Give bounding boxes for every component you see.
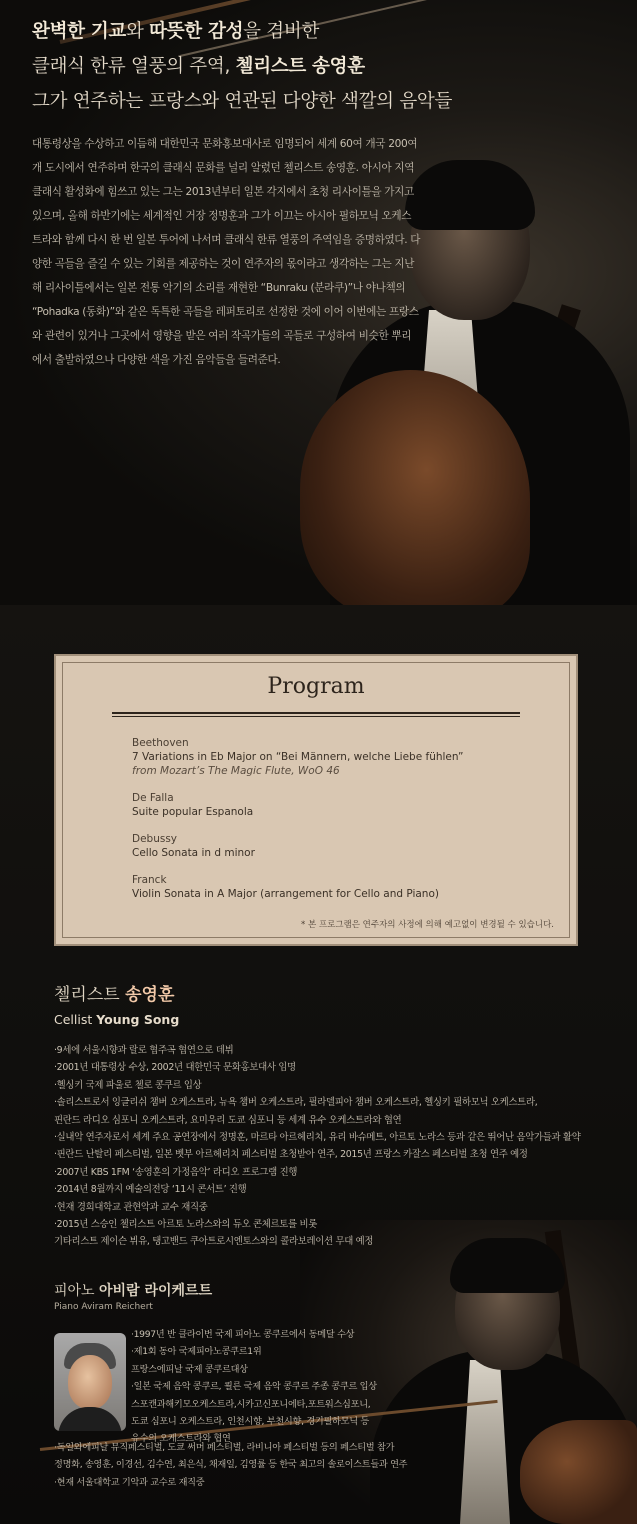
- bio-line: ·현재 경희대학교 관현악과 교수 재직중: [54, 1201, 208, 1213]
- pianist-face: [68, 1355, 112, 1409]
- cellist-en-name: Young Song: [96, 1012, 180, 1027]
- cello-photo-2: [520, 1420, 637, 1524]
- pianist-bio-side: [131, 1326, 391, 1448]
- program-box: [54, 654, 578, 946]
- intro-line: 있으며, 올해 하반기에는 세계적인 거장 정명훈과 그가 이끄는 아시아 필하모닉 오케스: [32, 210, 412, 222]
- program-item: [132, 736, 552, 778]
- composer-name: De Falla: [132, 792, 174, 804]
- bio-line: 유수의 오케스트라와 협연: [131, 1433, 231, 1445]
- bio-line: 도쿄 심포니 오케스트라, 인천시향, 부천시향, 경기필하모닉 등: [131, 1416, 369, 1428]
- headline: [32, 14, 612, 119]
- cellist-bio: [54, 1042, 614, 1251]
- hero-section: [0, 0, 637, 605]
- headline-line-3: 그가 연주하는 프랑스와 연관된 다양한 색깔의 음악들: [32, 91, 453, 112]
- headline-line-2: [32, 49, 612, 84]
- program-divider: [112, 712, 520, 714]
- headline-bold-2: 따뜻한 감성: [149, 21, 244, 42]
- bio-line: ·솔리스트로서 잉글리쉬 챔버 오케스트라, 뉴욕 챔버 오케스트라, 필라델피아 챔버 오케스트라, 헬싱키 필하모닉 오케스트라,: [54, 1097, 538, 1109]
- intro-line: 대통령상을 수상하고 이듬해 대한민국 문화홍보대사로 임명되어 세계 60여 개국 200여: [32, 138, 418, 150]
- intro-line: 트라와 함께 다시 한 번 일본 투어에 나서며 클래식 한류 열풍의 주역임을 증명하였다. 다: [32, 234, 421, 246]
- cellist-heading-prefix: 첼리스트: [54, 985, 126, 1005]
- cellist-en-prefix: Cellist: [54, 1012, 97, 1027]
- cellist-heading: [54, 980, 174, 1005]
- headline-text: 클래식 한류 열풍의 주역,: [32, 56, 236, 77]
- intro-line: 개 도시에서 연주하며 한국의 클래식 문화를 널리 알렸던 첼리스트 송영훈. 아시아 지역: [32, 162, 415, 174]
- work-title: Suite popular Espanola: [132, 806, 254, 818]
- pianist-heading-name: 아비람 라이케르트: [99, 1283, 213, 1299]
- program-divider-thin: [112, 716, 520, 717]
- intro-paragraph: [32, 132, 440, 372]
- bio-line: ·제1회 동아 국제피아노콩쿠르1위: [131, 1346, 262, 1358]
- intro-line: 와 관련이 있거나 그곳에서 영향을 받은 여러 작곡가들의 곡들로 구성하여 비슷한 뿌리: [32, 330, 412, 342]
- bio-line: ·9세에 서울시향과 랄로 협주곡 협연으로 데뷔: [54, 1045, 234, 1056]
- composer-name: Debussy: [132, 833, 178, 845]
- headline-bold-3: 첼리스트 송영훈: [235, 56, 365, 77]
- cellist-heading-name: 송영훈: [125, 985, 175, 1005]
- work-title: Cello Sonata in d minor: [132, 847, 255, 859]
- program-item: [132, 873, 552, 901]
- pianist-heading-en: Piano Aviram Reichert: [54, 1302, 153, 1312]
- bio-line: ·현재 서울대학교 기악과 교수로 재직중: [54, 1476, 205, 1488]
- bio-line: 핀란드 라디오 심포니 오케스트라, 요미우리 도쿄 심포니 등 세계 유수 오케스트라와 협연: [54, 1114, 402, 1126]
- cellist-heading-en: [54, 1012, 179, 1027]
- headline-text: 을 겸비한: [243, 21, 320, 42]
- bio-line: 기타리스트 제이슨 뷔유, 탱고밴드 쿠아트로시엔토스와의 콜라보레이션 무대 예정: [54, 1236, 374, 1248]
- work-title: 7 Variations in Eb Major on “Bei Männern, welche Liebe fühlen”: [132, 751, 464, 763]
- pianist-bio-bottom: [54, 1439, 454, 1491]
- pianist-photo: [54, 1333, 126, 1431]
- headline-text: 와: [126, 21, 150, 42]
- composer-name: Franck: [132, 874, 167, 886]
- work-title: Violin Sonata in A Major (arrangement for Cello and Piano): [132, 888, 439, 900]
- headline-bold-1: 완벽한 기교: [32, 21, 126, 42]
- bio-line: ·독일와에피날 뮤직페스티벌, 도쿄 써머 페스티벌, 라비니아 페스티벌 등의 페스티벌 참가: [54, 1442, 395, 1453]
- bio-line: ·일본 국제 음악 콩쿠르, 쾰른 국제 음악 콩쿠르 주종 콩쿠르 입상: [131, 1381, 377, 1393]
- bio-line: ·2001년 대통령상 수상, 2002년 대한민국 문화홍보대사 임명: [54, 1062, 296, 1074]
- headline-line-1: [32, 14, 612, 49]
- pianist-heading-prefix: 피아노: [54, 1283, 100, 1299]
- pianist-shirt: [58, 1407, 122, 1431]
- bio-line: ·2015년 스승인 첼리스트 아르토 노라스와의 듀오 콘체르토를 비롯: [54, 1219, 318, 1231]
- program-list: [132, 736, 552, 914]
- program-item: [132, 832, 552, 860]
- bio-line: ·1997년 반 클라이번 국제 피아노 콩쿠르에서 동메달 수상: [131, 1329, 355, 1340]
- bio-line: ·헬싱키 국제 파울로 첼로 콩쿠르 입상: [54, 1079, 202, 1091]
- bio-line: ·핀란드 난탈리 페스티벌, 일본 벳부 아르헤리치 페스티벌 초청받아 연주, 2015년 프랑스 카잘스 페스티벌 초청 연주 예정: [54, 1149, 528, 1161]
- intro-line: “Pohadka (동화)”와 같은 독특한 곡들을 레퍼토리로 선정한 것에 이어 이번에는 프랑스: [32, 306, 419, 318]
- intro-line: 양한 곡들을 즐길 수 있는 기회를 제공하는 것이 연주자의 몫이라고 생각하는 그는 지난: [32, 258, 415, 270]
- intro-line: 해 리사이틀에서는 일본 전통 악기의 소리를 재현한 “Bunraku (분라쿠)”나 야나첵의: [32, 282, 406, 294]
- bio-line: 프랑스에피날 국제 콩쿠르대상: [131, 1363, 248, 1375]
- composer-name: Beethoven: [132, 737, 189, 749]
- intro-line: 에서 출발하였으나 다양한 색을 가진 음악들을 들려준다.: [32, 354, 281, 366]
- bio-line: 스포캔과해키모오케스트라,시카고신포니에타,포트워스심포니,: [131, 1398, 371, 1410]
- bio-line: ·2014년 8월까지 예술의전당 ‘11시 콘서트’ 진행: [54, 1184, 247, 1196]
- bio-line: ·실내악 연주자로서 세계 주요 공연장에서 정명훈, 마르타 아르헤리치, 유리 바슈메트, 아르토 노라스 등과 같은 뛰어난 음악가들과 활약: [54, 1132, 581, 1144]
- program-note: * 본 프로그램은 연주자의 사정에 의해 예고없이 변경될 수 있습니다.: [301, 920, 554, 930]
- pianist-heading: [54, 1280, 212, 1300]
- work-subtitle: from Mozart’s The Magic Flute, WoO 46: [132, 765, 340, 777]
- bio-line: ·2007년 KBS 1FM ‘송영훈의 가정음악’ 라디오 프로그램 진행: [54, 1166, 298, 1178]
- intro-line: 클래식 활성화에 힘쓰고 있는 그는 2013년부터 일본 각지에서 초청 리사이틀을 가지고: [32, 186, 414, 198]
- bio-line: 정명화, 송영훈, 이경선, 김수연, 최은식, 채재일, 김영률 등 한국 최고의 솔로이스트들과 연주: [54, 1459, 408, 1471]
- program-item: [132, 791, 552, 819]
- program-title: Program: [267, 674, 365, 699]
